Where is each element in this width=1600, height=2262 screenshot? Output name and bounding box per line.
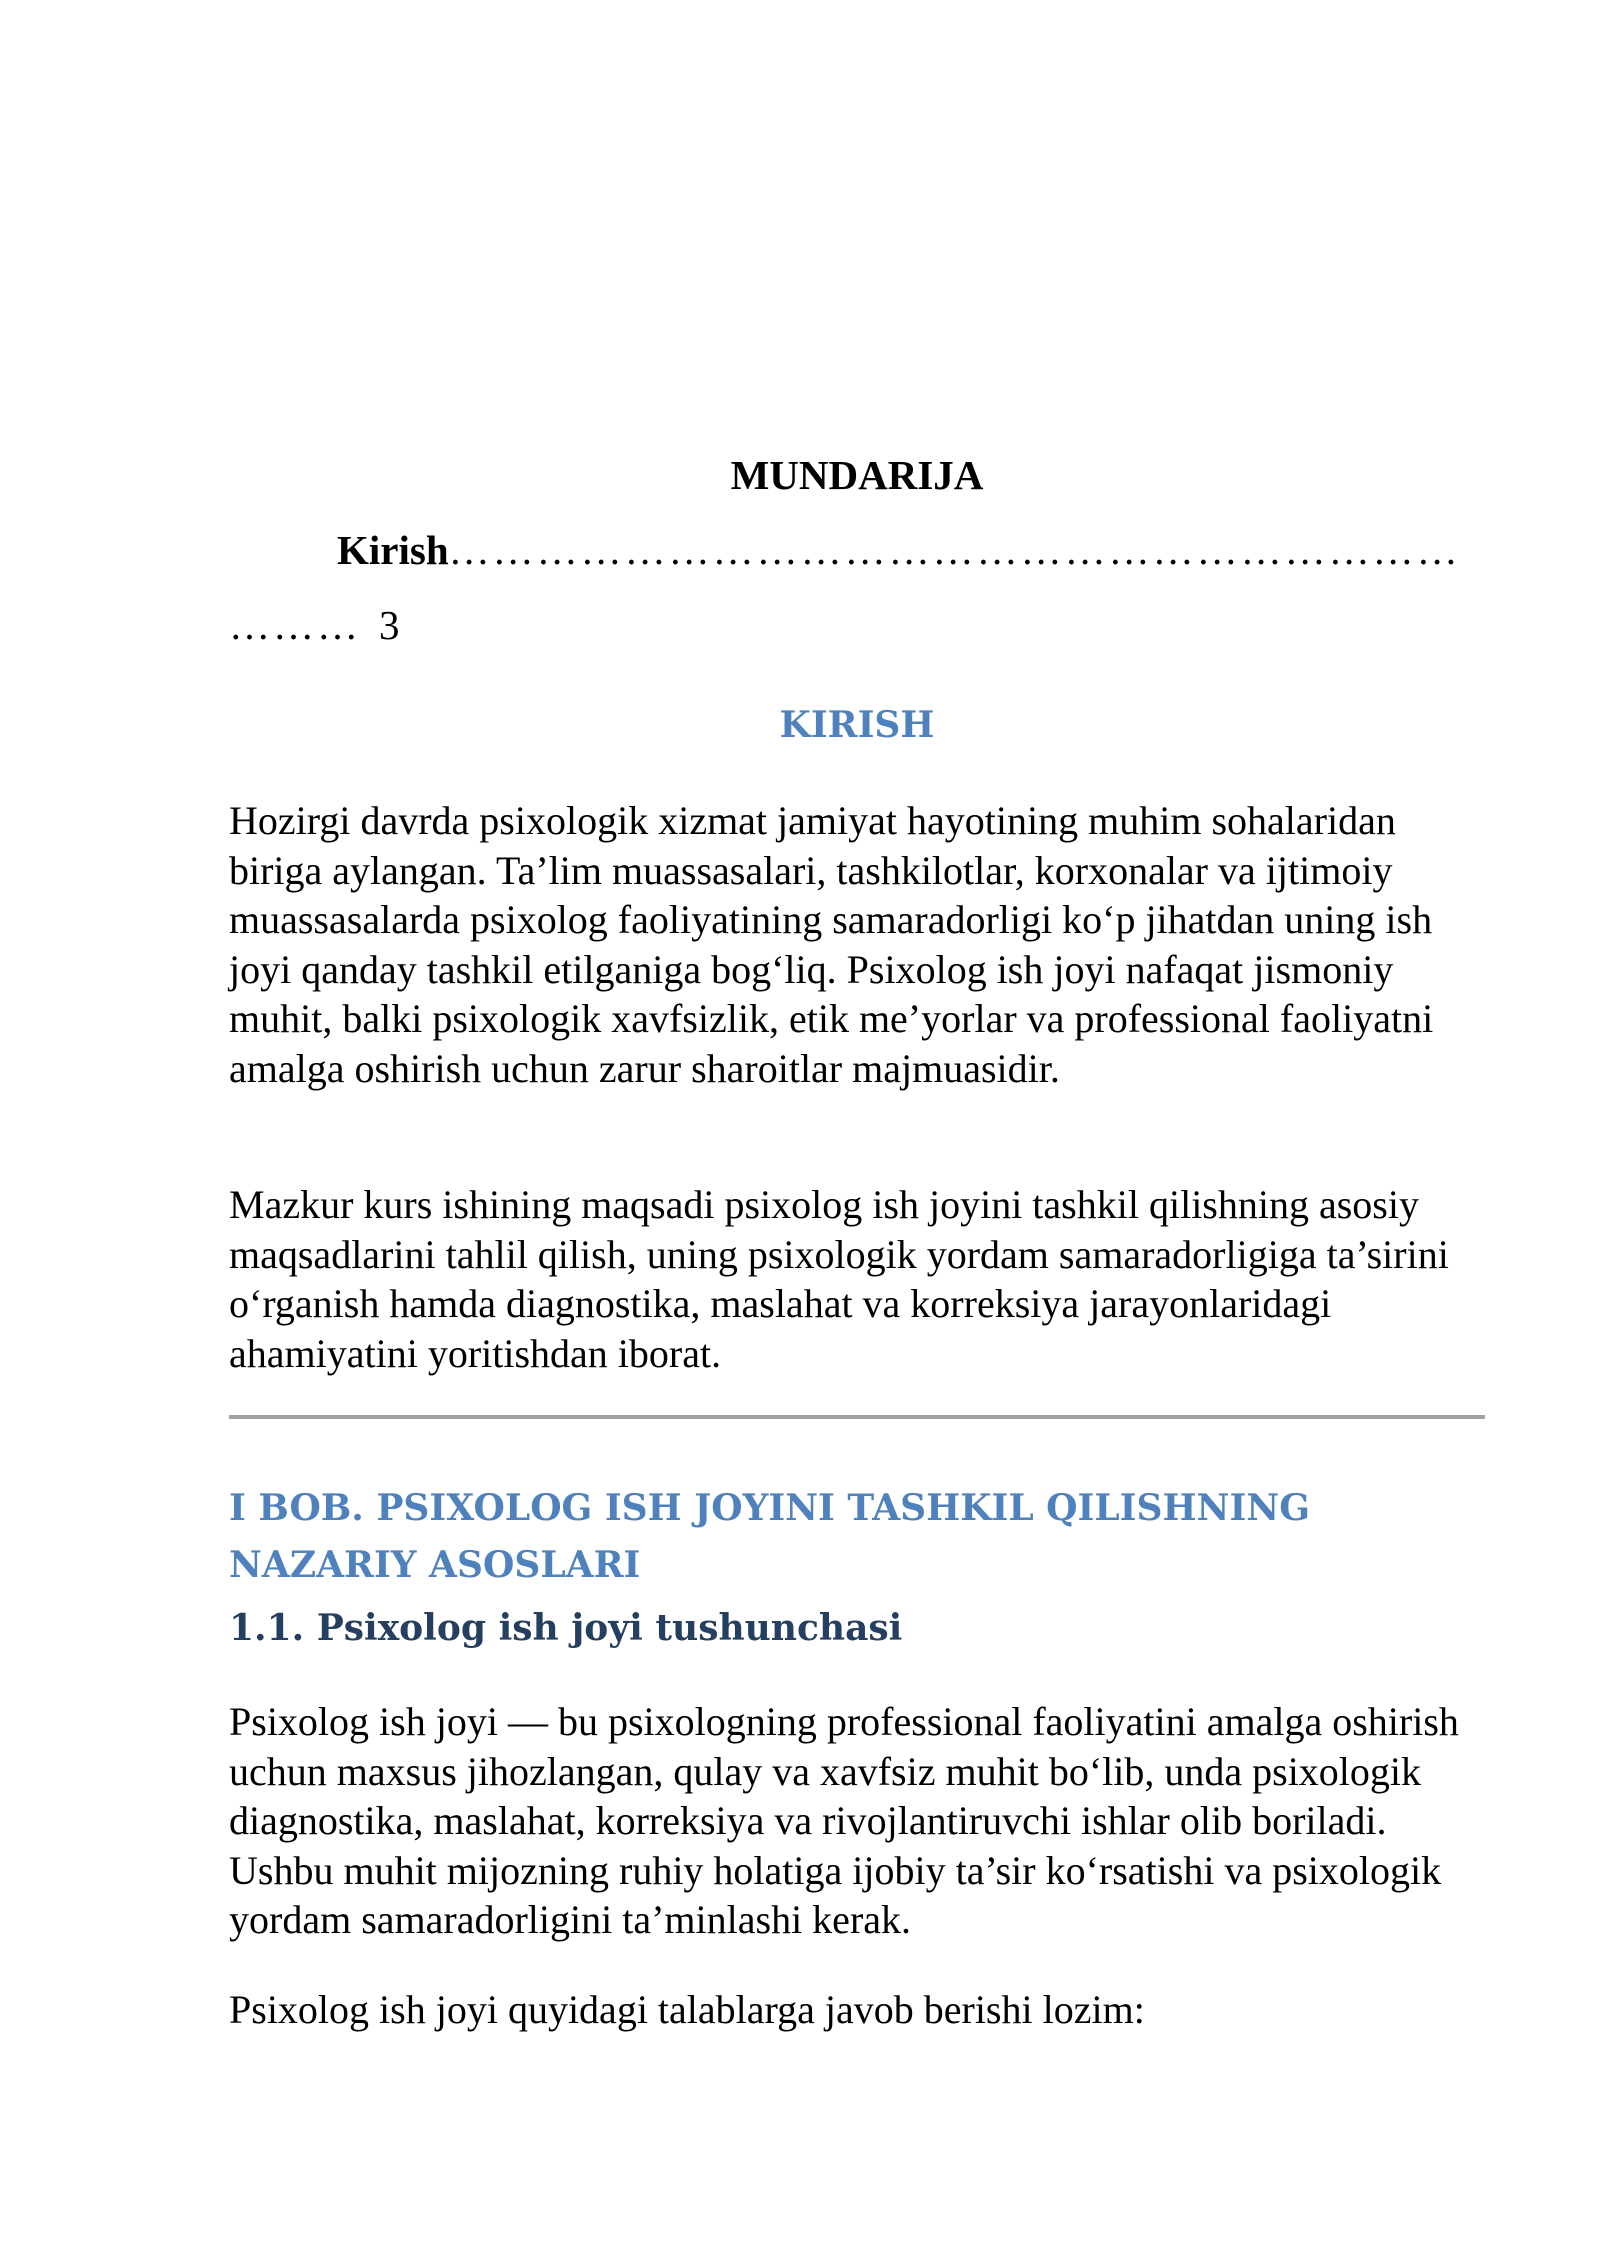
toc-page-number: 3 [379,602,400,648]
section-paragraph-1: Psixolog ish joyi — bu psixologning professional faoliyatini amalga oshirish uchun maxsus jihozlangan, qulay va xavfsiz muhit bo‘lib, unda psixologik diagnostika, maslahat, korreksiya va rivojlantiruvchi ishlar olib boriladi. Ushbu muhit mijozning ruhiy holatiga ijobiy ta’sir ko‘rsatishi va psixologik yordam samaradorligini ta’minlashi kerak. [229,1699,1459,1942]
toc-title: MUNDARIJA [730,452,984,498]
intro-paragraph-1: Hozirgi davrda psixologik xizmat jamiyat hayotining muhim sohalaridan biriga aylangan. Ta’lim muassasalari, tashkilotlar, korxonalar va ijtimoiy muassasalarda psixolog faoliyatining samaradorligi ko‘p jihatdan uning ish joyi qanday tashkil etilganiga bog‘liq. Psixolog ish joyi nafaqat jismoniy muhit, balki psixologik xavfsizlik, etik me’yorlar va professional faoliyatni amalga oshirish uchun zarur sharoitlar majmuasidir. [229,798,1434,1091]
section-paragraph-2: Psixolog ish joyi quyidagi talablarga javob berishi lozim: [229,1987,1145,2032]
section-heading: 1.1. Psixolog ish joyi tushunchasi [229,1607,903,1649]
intro-heading: KIRISH [779,704,935,746]
toc-entry-kirish-continuation [229,598,400,652]
toc-entry-kirish[interactable] [337,523,1485,577]
chapter-heading: I BOB. PSIXOLOG ISH JOYINI TASHKIL QILISHNING NAZARIY ASOSLARI [229,1487,1310,1586]
toc-entry-label: Kirish [337,527,449,573]
toc-leader-dots-continued: ……… [229,602,361,648]
section-divider [229,1415,1485,1419]
toc-leader-dots: …………………………………………………………… [448,527,1461,573]
intro-paragraph-2: Mazkur kurs ishining maqsadi psixolog ish joyini tashkil qilishning asosiy maqsadlarini tahlil qilish, uning psixologik yordam samaradorligiga ta’sirini o‘rganish hamda diagnostika, maslahat va korreksiya jarayonlaridagi ahamiyatini yoritishdan iborat. [229,1182,1449,1376]
